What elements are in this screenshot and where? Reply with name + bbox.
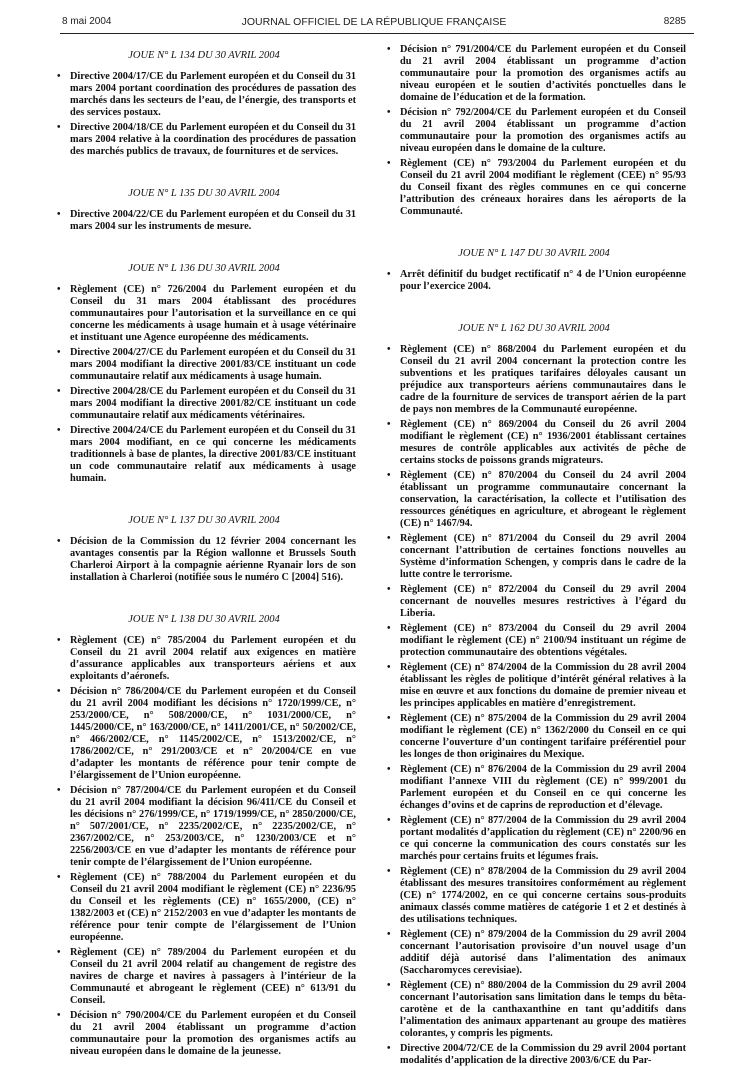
entry-text: Règlement (CE) n° 868/2004 du Parlement européen et du Conseil du 21 avril 2004 concernant la protection contre les subventions et les pratiques tarifaires déloyales causant un préjudice aux transporteurs aériens communautaires dans le cadre de la fourniture de services de transport aérien de la part de pays non membres de la Communauté européenne. [400,344,686,415]
entry-text: Décision n° 787/2004/CE du Parlement européen et du Conseil du 21 avril 2004 modifiant la décision 96/411/CE du Conseil et les décisions n° 276/1999/CE, n° 1719/1999/CE, n° 2850/2000/CE, n° 507/2001/CE, n° 2235/2002/CE, n° 2235/2002/CE, n° 2367/2002/CE, n° 253/2003/CE, n° 1230/2003/CE et n° 2256/2003/CE en vue d’adapter les montants de référence pour tenir compte de l’élargissement de l’Union européenne. [70,785,356,868]
bullet-icon: • [387,1043,391,1054]
bullet-icon: • [387,533,391,544]
list-item [52,872,356,944]
list-item [382,107,686,155]
bullet-icon: • [387,107,391,118]
entry-text: Directive 2004/72/CE de la Commission du 29 avril 2004 portant modalités d’application de la directive 2003/6/CE du Par- [400,1043,686,1066]
bullet-icon: • [387,929,391,940]
entry-text: Règlement (CE) n° 877/2004 de la Commission du 29 avril 2004 portant modalités d’application du règlement (CE) n° 2200/96 en ce qui concerne la communication des cours constatés sur les marchés pour certains fruits et légumes frais. [400,815,686,862]
bullet-icon: • [57,425,61,436]
list-item [52,122,356,158]
issue-heading: JOUE N° L 138 DU 30 AVRIL 2004 [128,614,280,625]
issue-heading: JOUE N° L 134 DU 30 AVRIL 2004 [128,50,280,61]
entry-text: Règlement (CE) n° 880/2004 de la Commission du 29 avril 2004 concernant l’autorisation sans limitation dans le temps du bêta-carotène et de la canthaxanthine en tant qu’additifs dans l’alimentation des animaux appartenant au groupe des matières colorantes, y compris les pigments. [400,980,686,1039]
entry-text: Directive 2004/17/CE du Parlement européen et du Conseil du 31 mars 2004 portant coordination des procédures de passation des marchés dans les secteurs de l’eau, de l’énergie, des transports et des services postaux. [70,71,356,118]
list-item [52,71,356,119]
entry-text: Décision de la Commission du 12 février 2004 concernant les avantages consentis par la Région wallonne et Brussels South Charleroi Airport à la compagnie aérienne Ryanair lors de son installation à Charleroi (notifiée sous le numéro C [2004] 516). [70,536,356,583]
entry-text: Décision n° 786/2004/CE du Parlement européen et du Conseil du 21 avril 2004 modifiant les décisions n° 1720/1999/CE, n° 253/2000/CE, n° 508/2000/CE, n° 1031/2000/CE, n° 1445/2000/CE, n° 163/2000/CE, n° 1411/2001/CE, n° 50/2002/CE, n° 466/2002/CE, n° 1145/2002/CE, n° 1513/2002/CE, n° 1786/2002/CE, n° 291/2003/CE et n° 20/2004/CE en vue d’adapter les montants de référence pour tenir compte de l’élargissement de l’Union européenne. [70,686,356,781]
bullet-icon: • [57,386,61,397]
list-item [382,866,686,926]
bullet-icon: • [57,209,61,220]
list-item [382,419,686,467]
list-item [382,158,686,218]
issue-heading: JOUE N° L 136 DU 30 AVRIL 2004 [128,263,280,274]
list-item [52,386,356,422]
entry-text: Décision n° 790/2004/CE du Parlement européen et du Conseil du 21 avril 2004 établissant un programme d’action communautaire pour la promotion des organismes actifs au niveau européen dans le domaine de la jeunesse. [70,1010,356,1057]
entry-text: Directive 2004/27/CE du Parlement européen et du Conseil du 31 mars 2004 modifiant la directive 2001/83/CE instituant un code communautaire relatif aux médicaments à usage humain. [70,347,356,382]
bullet-icon: • [57,947,61,958]
entry-text: Règlement (CE) n° 870/2004 du Conseil du 24 avril 2004 établissant un programme communautaire concernant la conservation, la caractérisation, la collecte et l’utilisation des ressources génétiques en agriculture, et abrogeant le règlement (CE) n° 1467/94. [400,470,686,529]
bullet-icon: • [387,764,391,775]
right-column [382,44,686,1066]
bullet-icon: • [387,269,391,280]
bullet-icon: • [57,536,61,547]
bullet-icon: • [387,344,391,355]
issue-heading: JOUE N° L 137 DU 30 AVRIL 2004 [128,515,280,526]
header-date: 8 mai 2004 [62,16,112,27]
list-item [382,980,686,1040]
bullet-icon: • [57,284,61,295]
list-item [52,1010,356,1058]
bullet-icon: • [387,470,391,481]
entry-text: Règlement (CE) n° 788/2004 du Parlement européen et du Conseil du 21 avril 2004 modifiant le règlement (CE) n° 2236/95 du Conseil et les règlements (CE) n° 1655/2000, (CE) n° 1382/2003 et (CE) n° 2152/2003 en vue d’adapter les montants de référence pour tenir compte de l’élargissement de l’Union européenne. [70,872,356,943]
entry-text: Règlement (CE) n° 876/2004 de la Commission du 29 avril 2004 modifiant l’annexe VIII du règlement (CE) n° 999/2001 du Parlement européen et du Conseil en ce qui concerne les échanges d’ovins et de caprins de reproduction et d’élevage. [400,764,686,811]
bullet-icon: • [57,635,61,646]
entry-text: Directive 2004/28/CE du Parlement européen et du Conseil du 31 mars 2004 modifiant la directive 2001/82/CE instituant un code communautaire relatif aux médicaments vétérinaires. [70,386,356,421]
bullet-icon: • [387,980,391,991]
list-item [52,947,356,1007]
list-item [52,785,356,869]
bullet-icon: • [57,71,61,82]
list-item [382,44,686,104]
bullet-icon: • [57,872,61,883]
list-item [52,686,356,782]
page-header [0,0,748,44]
list-item [52,425,356,485]
bullet-icon: • [387,866,391,877]
list-item [382,623,686,659]
entry-text: Décision n° 792/2004/CE du Parlement européen et du Conseil du 21 avril 2004 établissant un programme d’action communautaire pour la promotion des organismes actifs au niveau européen dans le domaine de la culture. [400,107,686,154]
list-item [382,1043,686,1067]
list-item [382,269,686,293]
issue-heading: JOUE N° L 147 DU 30 AVRIL 2004 [458,248,610,259]
entry-text: Règlement (CE) n° 785/2004 du Parlement européen et du Conseil du 21 avril 2004 relatif aux exigences en matière d’assurance applicables aux transporteurs aériens et aux exploitants d’aéronefs. [70,635,356,682]
list-item [382,929,686,977]
list-item [382,584,686,620]
bullet-icon: • [387,44,391,55]
issue-heading: JOUE N° L 162 DU 30 AVRIL 2004 [458,323,610,334]
entry-text: Arrêt définitif du budget rectificatif n° 4 de l’Union européenne pour l’exercice 2004. [400,269,686,292]
entry-text: Décision n° 791/2004/CE du Parlement européen et du Conseil du 21 avril 2004 établissant un programme d’action communautaire pour la promotion des organismes actifs au niveau européen et le soutien d’activités ponctuelles dans le domaine de l’éducation et de la formation. [400,44,686,103]
bullet-icon: • [387,623,391,634]
issue-heading: JOUE N° L 135 DU 30 AVRIL 2004 [128,188,280,199]
bullet-icon: • [57,686,61,697]
bullet-icon: • [387,584,391,595]
list-item [382,533,686,581]
header-rule [60,33,694,34]
bullet-icon: • [387,662,391,673]
entry-text: Règlement (CE) n° 873/2004 du Conseil du 29 avril 2004 modifiant le règlement (CE) n° 2100/94 instituant un régime de protection communautaire des obtentions végétales. [400,623,686,658]
entry-text: Règlement (CE) n° 793/2004 du Parlement européen et du Conseil du 21 avril 2004 modifiant le règlement (CEE) n° 95/93 du Conseil fixant des règles communes en ce qui concerne l’attribution des créneaux horaires dans les aéroports de la Communauté. [400,158,686,217]
entry-text: Règlement (CE) n° 726/2004 du Parlement européen et du Conseil du 31 mars 2004 établissant des procédures communautaires pour l’autorisation et la surveillance en ce qui concerne les médicaments à usage humain et à usage vétérinaire et instituant une Agence européenne des médicaments. [70,284,356,343]
page-number: 8285 [663,16,686,27]
list-item [52,635,356,683]
list-item [52,284,356,344]
entry-text: Règlement (CE) n° 874/2004 de la Commission du 28 avril 2004 établissant les règles de politique d’intérêt général relatives à la mise en œuvre et aux fonctions du domaine de premier niveau et les principes applicables en matière d’enregistrement. [400,662,686,709]
entry-text: Règlement (CE) n° 875/2004 de la Commission du 29 avril 2004 modifiant le règlement (CE) n° 1362/2000 du Conseil en ce qui concerne l’ouverture d’un contingent tarifaire préférentiel pour les longes de thon originaires du Mexique. [400,713,686,760]
entry-text: Directive 2004/24/CE du Parlement européen et du Conseil du 31 mars 2004 modifiant, en ce qui concerne les médicaments traditionnels à base de plantes, la directive 2001/83/CE instituant un code communautaire relatif aux médicaments à usage humain. [70,425,356,484]
list-item [52,347,356,383]
list-item [382,815,686,863]
bullet-icon: • [57,785,61,796]
list-item [382,470,686,530]
bullet-icon: • [57,1010,61,1021]
list-item [382,662,686,710]
entry-text: Règlement (CE) n° 872/2004 du Conseil du 29 avril 2004 concernant de nouvelles mesures restrictives à l’égard du Liberia. [400,584,686,619]
list-item [52,209,356,233]
bullet-icon: • [57,347,61,358]
bullet-icon: • [387,815,391,826]
entry-text: Règlement (CE) n° 879/2004 de la Commission du 29 avril 2004 concernant l’autorisation provisoire d’un nouvel usage d’un additif déjà autorisé dans l’alimentation des animaux (Saccharomyces cerevisiae). [400,929,686,976]
bullet-icon: • [387,158,391,169]
entry-text: Règlement (CE) n° 789/2004 du Parlement européen et du Conseil du 21 avril 2004 relatif au changement de registre des navires de charge et navires à passagers à l’intérieur de la Communauté et abrogeant le règlement (CEE) n° 613/91 du Conseil. [70,947,356,1006]
bullet-icon: • [57,122,61,133]
entry-text: Directive 2004/22/CE du Parlement européen et du Conseil du 31 mars 2004 sur les instruments de mesure. [70,209,356,232]
list-item [382,764,686,812]
list-item [382,344,686,416]
entry-text: Directive 2004/18/CE du Parlement européen et du Conseil du 31 mars 2004 relative à la coordination des procédures de passation des marchés publics de travaux, de fournitures et de services. [70,122,356,157]
left-column [52,44,356,1057]
list-item [382,713,686,761]
entry-text: Règlement (CE) n° 869/2004 du Conseil du 26 avril 2004 modifiant le règlement (CE) n° 1936/2001 établissant certaines mesures de contrôle applicables aux activités de pêche de certains stocks de poissons grands migrateurs. [400,419,686,466]
bullet-icon: • [387,713,391,724]
bullet-icon: • [387,419,391,430]
list-item [52,536,356,584]
entry-text: Règlement (CE) n° 878/2004 de la Commission du 29 avril 2004 établissant des mesures transitoires conformément au règlement (CE) n° 1774/2002, en ce qui concerne certains sous-produits animaux classés comme matières de catégorie 1 et 2 et destinés à des utilisations techniques. [400,866,686,925]
journal-title: JOURNAL OFFICIEL DE LA RÉPUBLIQUE FRANÇAISE [241,16,507,28]
entry-text: Règlement (CE) n° 871/2004 du Conseil du 29 avril 2004 concernant l’attribution de certaines fonctions nouvelles au Système d’information Schengen, y compris dans le cadre de la lutte contre le terrorisme. [400,533,686,580]
